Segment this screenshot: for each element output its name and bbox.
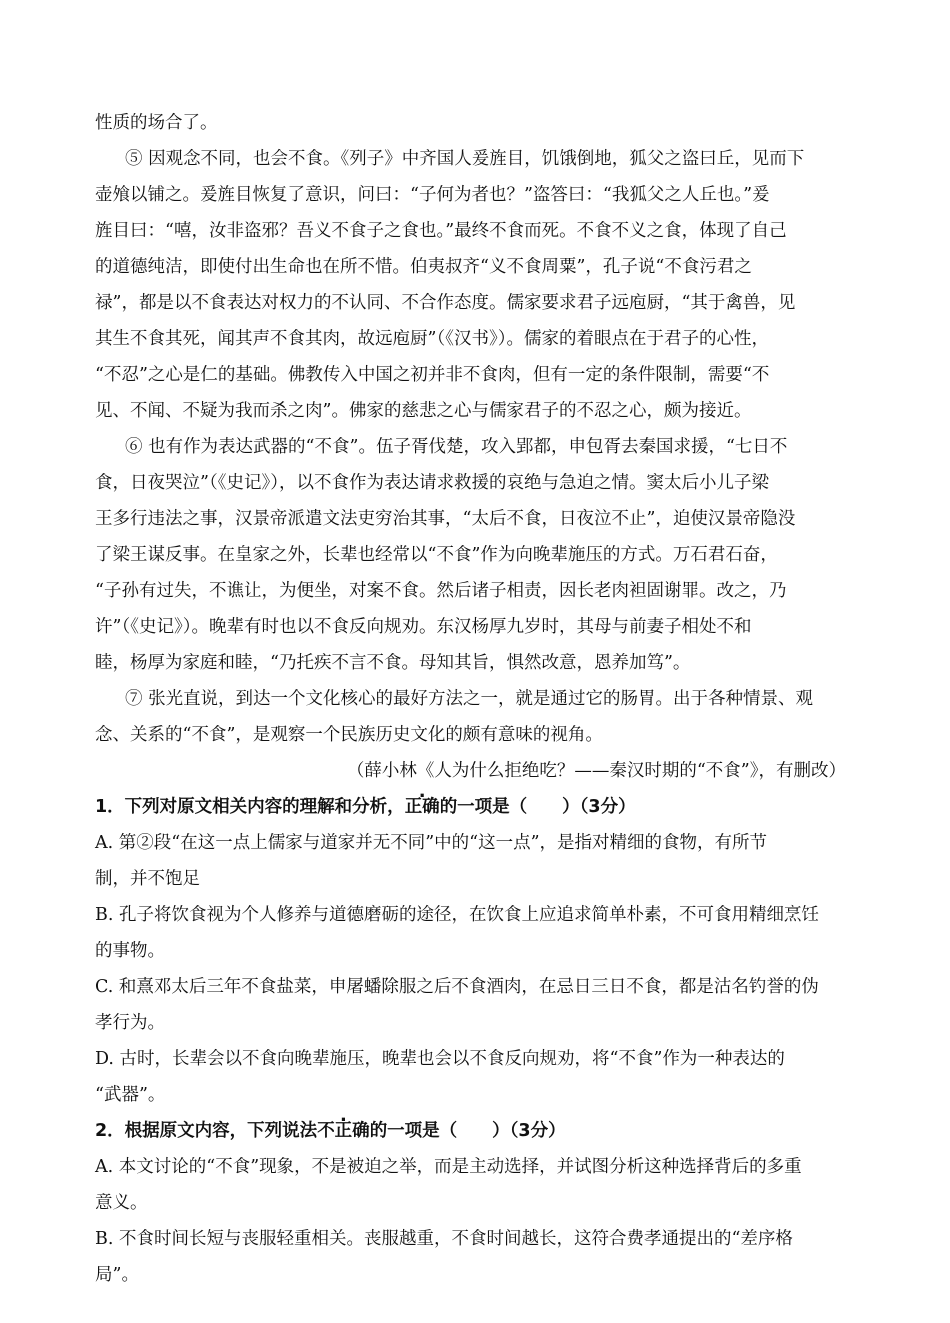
question-2-option-a: A. 本文讨论的“不食”现象，不是被迫之举，而是主动选择，并试图分析这种选择背后的多重 xyxy=(95,1157,802,1177)
question-1-stem: 1．下列对原文相关内容的理解和分析，正确的一项是（ ）（3分） xyxy=(95,797,636,817)
passage-line: 其生不食其死，闻其声不食其肉，故远庖厨”（《汉书》）。儒家的着眼点在于君子的心性， xyxy=(95,329,769,349)
passage-line: 食，日夜哭泣”（《史记》），以不食作为表达请求救援的哀绝与急迫之情。窦太后小儿子梁 xyxy=(95,473,769,493)
passage-line: 王多行违法之事，汉景帝派遣文法吏穷治其事，“太后不食，日夜泣不止”，迫使汉景帝隐没 xyxy=(95,509,796,529)
question-2-option-b-cont: 局”。 xyxy=(95,1265,139,1285)
question-1-option-b: B. 孔子将饮食视为个人修养与道德磨砺的途径，在饮食上应追求简单朴素，不可食用精细烹饪 xyxy=(95,905,819,925)
emphasis-mark: 正确 xyxy=(404,797,440,817)
passage-line: 许”（《史记》）。晚辈有时也以不食反向规劝。东汉杨厚九岁时，其母与前妻子相处不和 xyxy=(95,617,752,637)
passage-source: （薛小林《人为什么拒绝吃？——秦汉时期的“不食”》，有删改） xyxy=(346,761,846,781)
question-1-option-b-cont: 的事物。 xyxy=(95,941,165,961)
passage-line: 的道德纯洁，即使付出生命也在所不惜。伯夷叔齐“义不食周粟”，孔子说“不食污君之 xyxy=(95,257,752,277)
passage-line: 性质的场合了。 xyxy=(95,113,218,133)
passage-line: “不忍”之心是仁的基础。佛教传入中国之初并非不食肉，但有一定的条件限制，需要“不 xyxy=(95,365,770,385)
passage-line: 旌目曰：“嘻，汝非盗邪？吾义不食子之食也。”最终不食而死。不食不义之食，体现了自己 xyxy=(95,221,787,241)
question-1-option-c: C. 和熹邓太后三年不食盐菜，申屠蟠除服之后不食酒肉，在忌日三日不食，都是沽名钓誉的伪 xyxy=(95,977,819,997)
passage-line: 了梁王谋反事。在皇家之外，长辈也经常以“不食”作为向晚辈施压的方式。万石君石奋， xyxy=(95,545,778,565)
question-2-option-b: B. 不食时间长短与丧服轻重相关。丧服越重，不食时间越长，这符合费孝通提出的“差序格 xyxy=(95,1229,793,1249)
passage-line: “子孙有过失，不谯让，为便坐，对案不食。然后诸子相责，因长老肉袒固谢罪。改之，乃 xyxy=(95,581,787,601)
passage-line: 见、不闻、不疑为我而杀之肉”。佛家的慈悲之心与儒家君子的不忍之心，颇为接近。 xyxy=(95,401,752,421)
passage-line: 壶飧以铺之。爰旌目恢复了意识，问曰：“子何为者也？”盗答曰：“我狐父之人丘也。”爰 xyxy=(95,185,770,205)
question-2-option-a-cont: 意义。 xyxy=(95,1193,148,1213)
question-1-option-d-cont: “武器”。 xyxy=(95,1085,166,1105)
paragraph-5-start: ⑤ 因观念不同，也会不食。《列子》中齐国人爰旌目，饥饿倒地，狐父之盗曰丘，见而下 xyxy=(125,149,805,169)
paragraph-6-start: ⑥ 也有作为表达武器的“不食”。伍子胥伐楚，攻入郢都，申包胥去秦国求援，“七日不 xyxy=(125,437,788,457)
question-1-option-a: A. 第②段“在这一点上儒家与道家并无不同”中的“这一点”，是指对精细的食物，有所节 xyxy=(95,833,768,853)
question-1-option-d: D. 古时，长辈会以不食向晚辈施压，晚辈也会以不食反向规劝，将“不食”作为一种表达的 xyxy=(95,1049,785,1069)
passage-line: 禄”，都是以不食表达对权力的不认同、不合作态度。儒家要求君子远庖厨，“其于禽兽，见 xyxy=(95,293,796,313)
passage-line: 念、关系的“不食”，是观察一个民族历史文化的颇有意味的视角。 xyxy=(95,725,603,745)
question-2-stem: 2．根据原文内容，下列说法不正确的一项是（ ）（3分） xyxy=(95,1121,566,1141)
question-1-option-a-cont: 制，并不饱足 xyxy=(95,869,200,889)
passage-line: 睦，杨厚为家庭和睦，“乃托疾不言不食。母知其旨，惧然改意，恩养加笃”。 xyxy=(95,653,691,673)
question-1-option-c-cont: 孝行为。 xyxy=(95,1013,165,1033)
emphasis-mark: 不正确 xyxy=(317,1121,370,1141)
paragraph-7-start: ⑦ 张光直说，到达一个文化核心的最好方法之一，就是通过它的肠胃。出于各种情景、观 xyxy=(125,689,814,709)
